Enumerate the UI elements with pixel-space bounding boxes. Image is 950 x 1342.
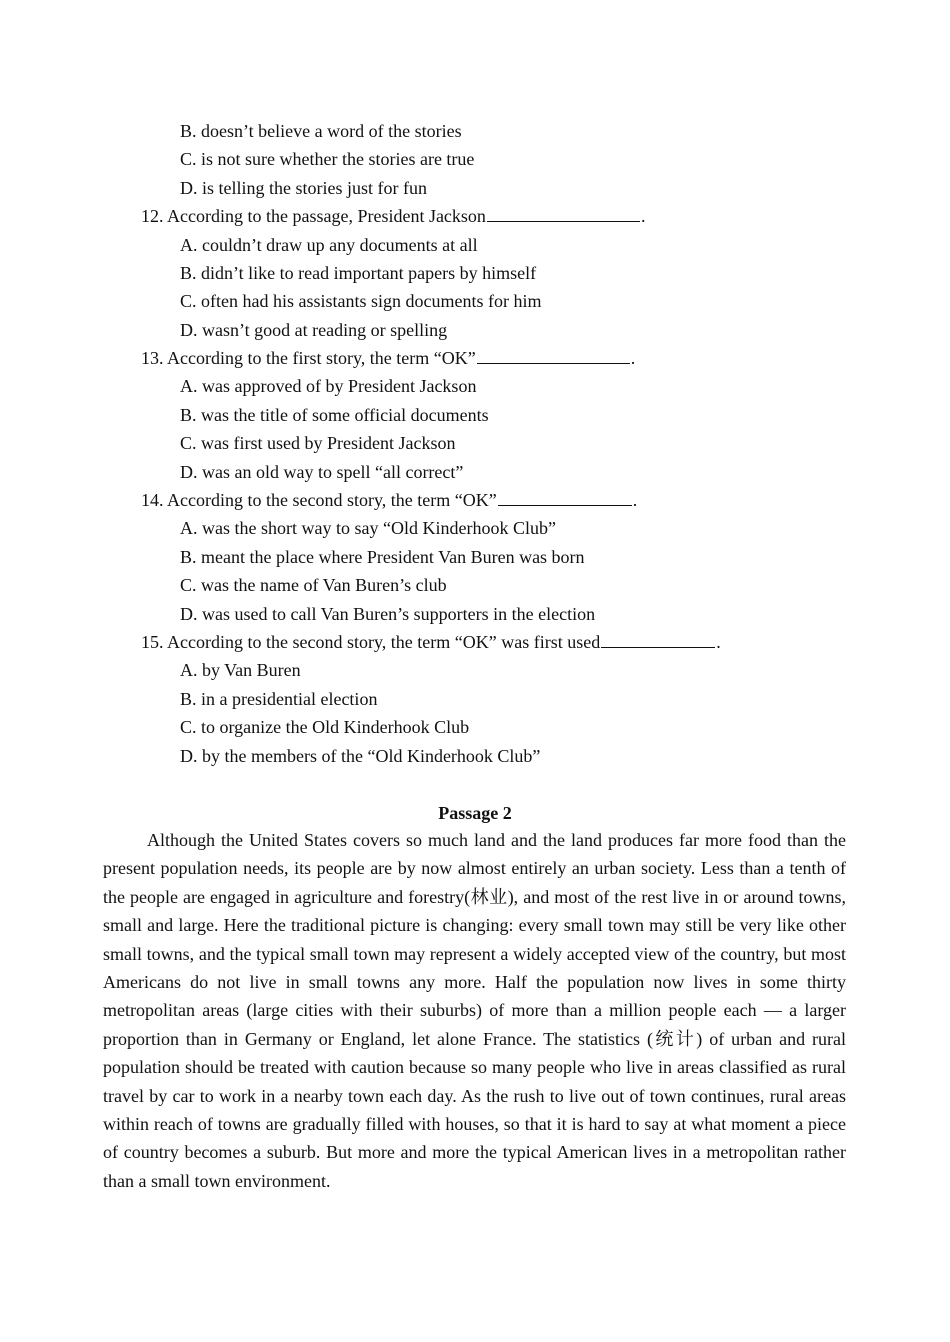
q15-stem xyxy=(141,631,721,653)
q12-answer-blank xyxy=(487,205,640,222)
q14-answer-blank xyxy=(498,489,632,506)
q13-option-b: B. was the title of some official documents xyxy=(180,405,489,425)
passage-2-body: Although the United States covers so much land and the land produces far more food than the present population needs, its people are by now almost entirely an urban society. Less than a tenth of the people are engaged in agriculture and forestry(林业), and most of the rest live in or around towns, small and large. Here the traditional picture is changing: every small town may still be very like other small towns, and the typical small town may represent a widely accepted view of the country, but most Americans do not live in small towns any more. Half the population now lives in some thirty metropolitan areas (large cities with their suburbs) of more than a million people each — a larger proportion than in Germany or England, let alone France. The statistics (统计) of urban and rural population should be treated with caution because so many people who live in areas classified as rural travel by car to work in a nearby town each day. As the rush to live out of town continues, rural areas within reach of towns are gradually filled with houses, so that it is hard to say at what moment a piece of country becomes a suburb. But more and more the typical American lives in a metropolitan rather than a small town environment. xyxy=(103,830,846,1191)
q15-answer-blank xyxy=(601,631,715,648)
passage-2-title: Passage 2 xyxy=(438,803,512,823)
q12-option-d: D. wasn’t good at reading or spelling xyxy=(180,320,448,340)
q13-stem-text: 13. According to the first story, the term “OK” xyxy=(141,348,476,368)
q13-answer-blank xyxy=(477,347,630,364)
q13-option-d: D. was an old way to spell “all correct” xyxy=(180,462,464,482)
q14-option-c: C. was the name of Van Buren’s club xyxy=(180,575,447,595)
q15-stem-text: 15. According to the second story, the term “OK” was first used xyxy=(141,632,601,652)
q11-option-d: D. is telling the stories just for fun xyxy=(180,178,427,198)
q14-stem xyxy=(141,489,637,511)
q15-option-a: A. by Van Buren xyxy=(180,660,301,680)
q11-option-c: C. is not sure whether the stories are true xyxy=(180,149,475,169)
q15-option-d: D. by the members of the “Old Kinderhook Club” xyxy=(180,746,541,766)
q14-stem-end: . xyxy=(632,490,638,510)
q14-option-d: D. was used to call Van Buren’s supporters in the election xyxy=(180,604,596,624)
q13-stem-end: . xyxy=(630,348,636,368)
q14-stem-text: 14. According to the second story, the term “OK” xyxy=(141,490,497,510)
q12-option-b: B. didn’t like to read important papers by himself xyxy=(180,263,537,283)
q12-stem-end: . xyxy=(640,206,646,226)
q12-stem xyxy=(141,205,645,227)
q12-option-a: A. couldn’t draw up any documents at all xyxy=(180,235,478,255)
q11-option-b: B. doesn’t believe a word of the stories xyxy=(180,121,462,141)
q12-option-c: C. often had his assistants sign documents for him xyxy=(180,291,542,311)
q14-option-b: B. meant the place where President Van Buren was born xyxy=(180,547,585,567)
q12-stem-text: 12. According to the passage, President Jackson xyxy=(141,206,486,226)
q14-option-a: A. was the short way to say “Old Kinderhook Club” xyxy=(180,518,556,538)
q15-stem-end: . xyxy=(716,632,721,652)
q13-stem xyxy=(141,347,635,369)
q13-option-c: C. was first used by President Jackson xyxy=(180,433,456,453)
q15-option-b: B. in a presidential election xyxy=(180,689,378,709)
q13-option-a: A. was approved of by President Jackson xyxy=(180,376,477,396)
q15-option-c: C. to organize the Old Kinderhook Club xyxy=(180,717,470,737)
